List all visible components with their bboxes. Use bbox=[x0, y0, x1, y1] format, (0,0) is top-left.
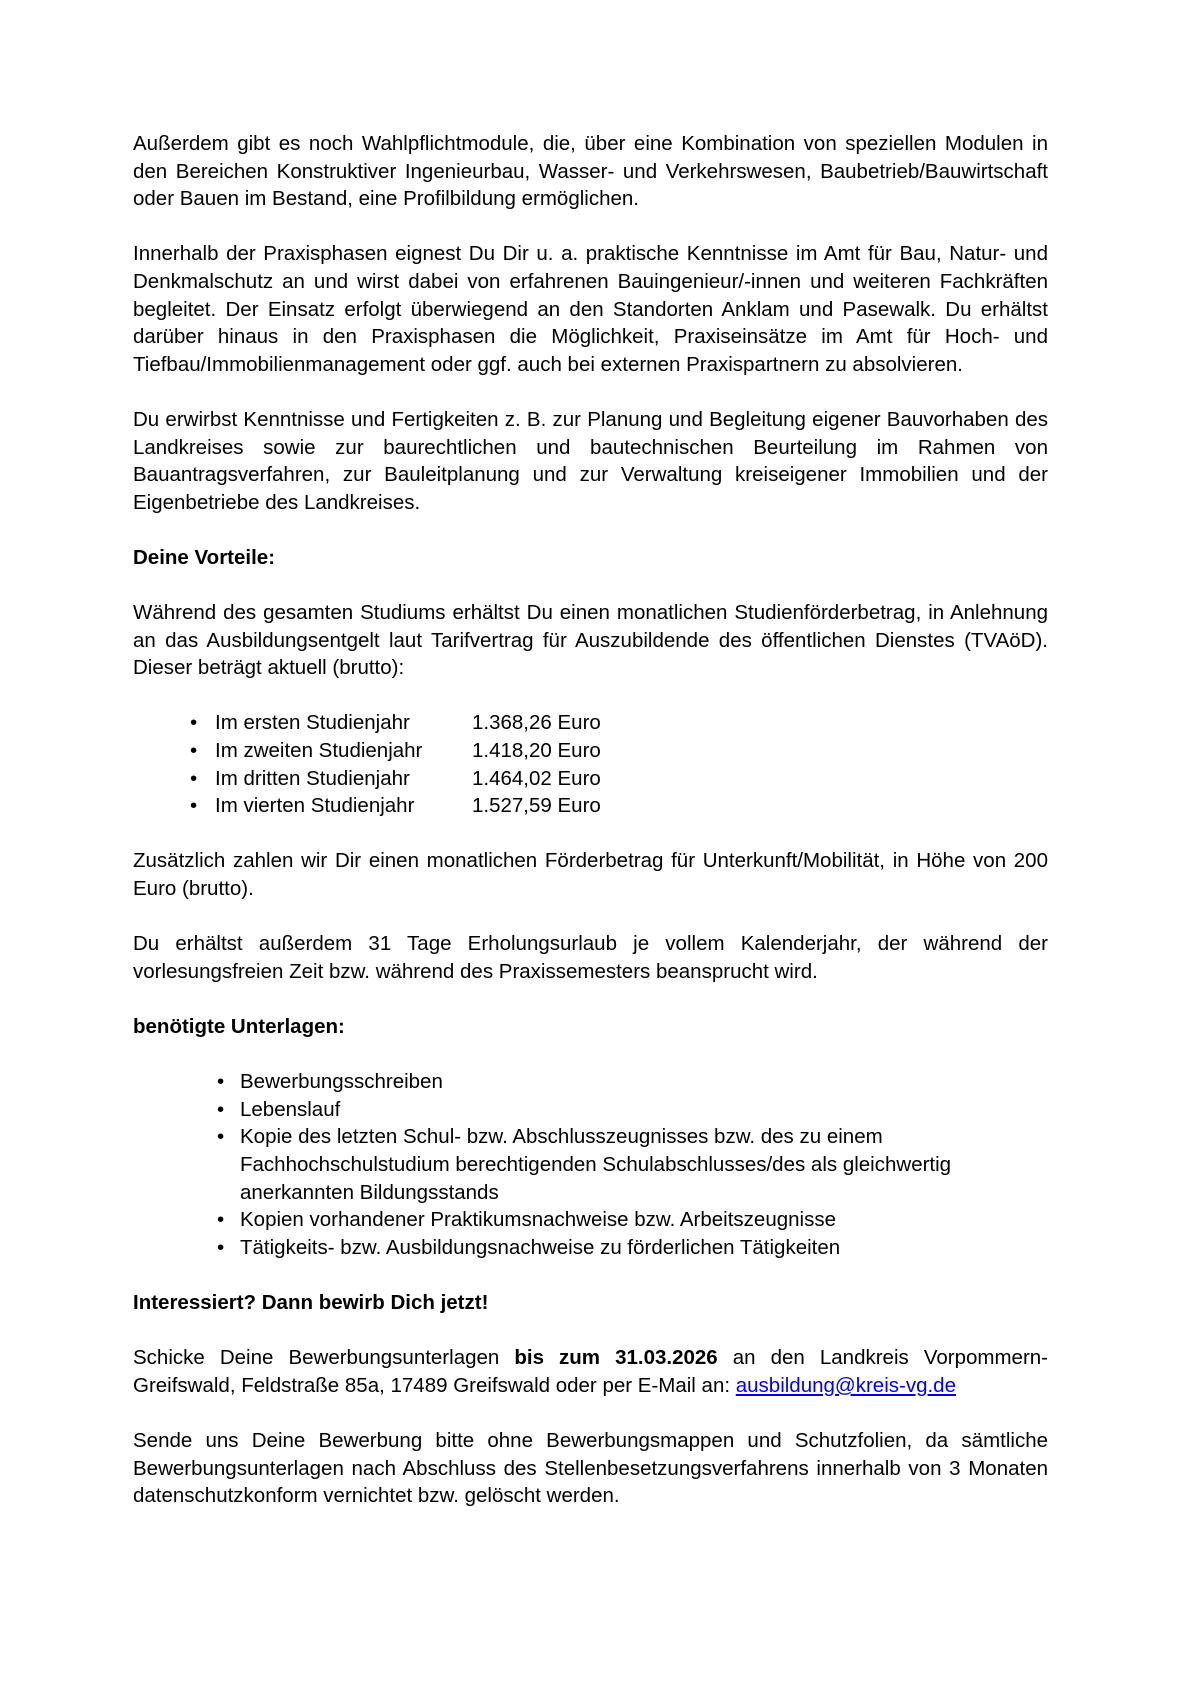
stipend-amount: 1.464,02 Euro bbox=[472, 766, 601, 790]
required-documents-heading: benötigte Unterlagen: bbox=[133, 1015, 345, 1038]
stipend-amount: 1.368,26 Euro bbox=[472, 711, 601, 735]
housing-allowance-paragraph: Zusätzlich zahlen wir Dir einen monatlichen Förderbetrag für Unterkunft/Mobilität, in Höhe von 200 Euro (brutto). bbox=[133, 849, 1048, 901]
document-label: Lebenslauf bbox=[240, 1097, 341, 1121]
bullet-icon: • bbox=[190, 766, 198, 790]
bullet-icon: • bbox=[217, 1125, 225, 1149]
document-item bbox=[133, 1068, 1048, 1096]
stipend-item bbox=[133, 792, 1048, 820]
application-address: an den Landkreis Vorpommern-Greifswald, Feldstraße 85a, 17489 Greifswald oder per E-Mail an: bbox=[133, 1346, 1048, 1397]
document-item bbox=[133, 1206, 1048, 1234]
vacation-paragraph: Du erhältst außerdem 31 Tage Erholungsurlaub je vollem Kalenderjahr, der während der vorlesungsfreien Zeit bzw. während des Praxissemesters beansprucht wird. bbox=[133, 932, 1048, 983]
stipend-year-label: Im zweiten Studienjahr bbox=[215, 739, 423, 763]
stipend-year-label: Im vierten Studienjahr bbox=[215, 794, 415, 818]
stipend-amount: 1.527,59 Euro bbox=[472, 794, 601, 818]
praxis-paragraph: Innerhalb der Praxisphasen eignest Du Dir u. a. praktische Kenntnisse im Amt für Bau, Natur- und Denkmalschutz an und wirst dabei von erfahrenen Bauingenieur/-innen und weiteren Fachkräften begleitet. Der Einsatz erfolgt überwiegend an den Standorten Anklam und Pasewalk. Du erhältst darüber hinaus in den Praxisphasen die Möglichkeit, Praxiseinsätze im Amt für Hoch- und Tiefbau/Immobilienmanagement oder ggf. auch bei externen Praxispartnern zu absolvieren. bbox=[133, 242, 1048, 376]
bullet-icon: • bbox=[190, 739, 198, 763]
skills-paragraph: Du erwirbst Kenntnisse und Fertigkeiten z. B. zur Planung und Begleitung eigener Bauvorhaben des Landkreises sowie zur baurechtlichen und bautechnischen Beurteilung im Rahmen von Bauantragsverfahren, zur Bauleitplanung und zur Verwaltung kreiseigener Immobilien und der Eigenbetriebe des Landkreises. bbox=[133, 407, 1048, 514]
data-privacy-paragraph: Sende uns Deine Bewerbung bitte ohne Bewerbungsmappen und Schutzfolien, da sämtliche Bewerbungsunterlagen nach Abschluss des Stellenbesetzungsverfahrens innerhalb von 3 Monaten datenschutzkonform vernichtet bzw. gelöscht werden. bbox=[133, 1428, 1048, 1508]
document-label: Kopien vorhandener Praktikumsnachweise bzw. Arbeitszeugnisse bbox=[240, 1208, 836, 1232]
application-paragraph bbox=[133, 1344, 1048, 1399]
bullet-icon: • bbox=[217, 1208, 225, 1232]
cta-heading: Interessiert? Dann bewirb Dich jetzt! bbox=[133, 1290, 489, 1314]
document-label: Tätigkeits- bzw. Ausbildungsnachweise zu förderlichen Tätigkeiten bbox=[240, 1235, 841, 1259]
email-link[interactable]: ausbildung@kreis-vg.de bbox=[735, 1373, 956, 1397]
documents-list bbox=[133, 1068, 1048, 1261]
stipend-paragraph: Während des gesamten Studiums erhältst Du einen monatlichen Studienförderbetrag, in Anlehnung an das Ausbildungsentgelt laut Tarifvertrag für Auszubildende des öffentlichen Dienstes (TVAöD). Dieser beträgt aktuell (brutto): bbox=[133, 601, 1048, 680]
benefits-heading: Deine Vorteile: bbox=[133, 545, 276, 569]
electives-paragraph: Außerdem gibt es noch Wahlpflichtmodule, die, über eine Kombination von speziellen Modulen in den Bereichen Konstruktiver Ingenieurbau, Wasser- und Verkehrswesen, Baubetrieb/Bauwirtschaft oder Bauen im Bestand, eine Profilbildung ermöglichen. bbox=[133, 132, 1048, 211]
application-intro: Schicke Deine Bewerbungsunterlagen bbox=[133, 1346, 515, 1370]
application-deadline: bis zum 31.03.2026 bbox=[514, 1346, 718, 1370]
document-item bbox=[133, 1234, 1048, 1262]
bullet-icon: • bbox=[217, 1097, 225, 1121]
document-label: Kopie des letzten Schul- bzw. Abschlusszeugnisses bzw. des zu einem Fachhochschulstudium berechtigenden Schulabschlusses/des als gleichwertig anerkannten Bildungsstands bbox=[240, 1125, 952, 1204]
document-label: Bewerbungsschreiben bbox=[240, 1070, 443, 1094]
stipend-item bbox=[133, 737, 1048, 765]
stipend-list bbox=[133, 709, 1048, 819]
bullet-icon: • bbox=[217, 1070, 225, 1094]
stipend-amount: 1.418,20 Euro bbox=[472, 739, 601, 763]
stipend-item bbox=[133, 765, 1048, 793]
bullet-icon: • bbox=[190, 711, 198, 735]
stipend-year-label: Im dritten Studienjahr bbox=[215, 766, 410, 790]
bullet-icon: • bbox=[190, 794, 198, 818]
document-item bbox=[133, 1096, 1048, 1124]
bullet-icon: • bbox=[217, 1235, 225, 1259]
stipend-year-label: Im ersten Studienjahr bbox=[215, 711, 410, 735]
document-item bbox=[133, 1123, 1048, 1206]
stipend-item bbox=[133, 709, 1048, 737]
